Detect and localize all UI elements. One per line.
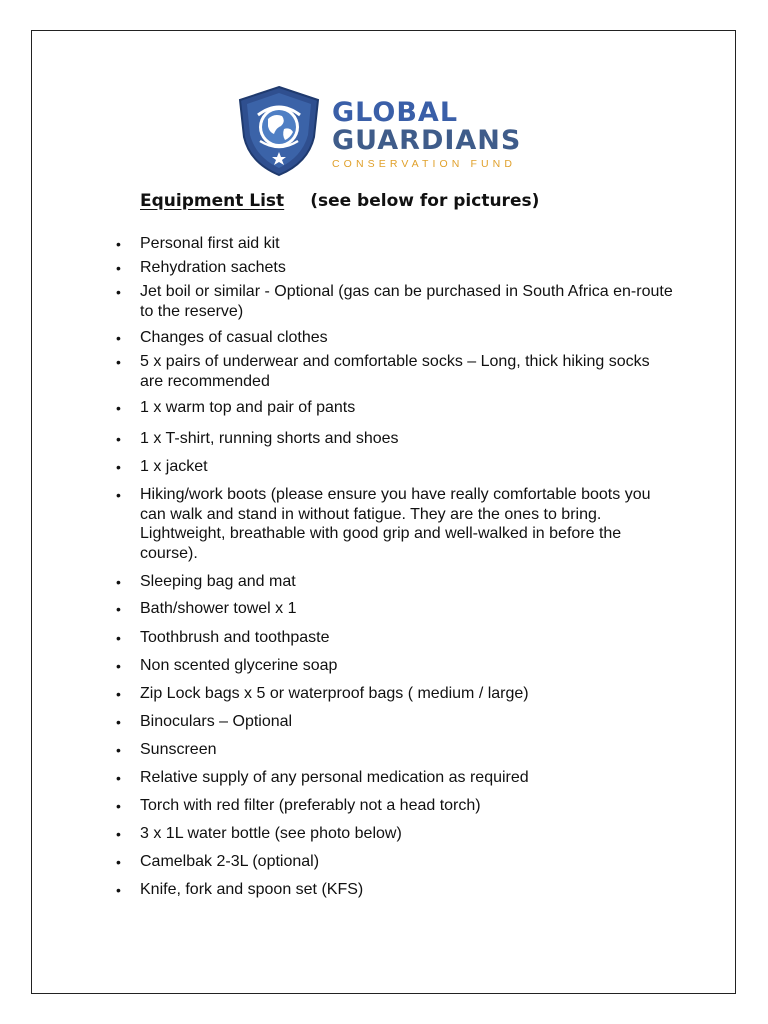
bullet-icon: •	[116, 658, 121, 674]
list-item	[116, 852, 676, 872]
list-item-text: Torch with red filter (preferably not a head torch)	[140, 797, 481, 814]
list-item	[116, 768, 676, 788]
bullet-icon: •	[116, 826, 121, 842]
list-item	[116, 684, 676, 704]
list-item	[116, 258, 676, 278]
bullet-icon: •	[116, 742, 121, 758]
logo-line-global: GLOBAL	[332, 97, 459, 128]
list-item-text: Binoculars – Optional	[140, 713, 293, 730]
list-item-text: 1 x T-shirt, running shorts and shoes	[140, 430, 399, 447]
bullet-icon: •	[116, 236, 121, 252]
list-item-text: Jet boil or similar - Optional (gas can be purchased in South Africa en-route to the reserve)	[140, 283, 673, 320]
list-item	[116, 599, 676, 619]
bullet-icon: •	[116, 574, 121, 590]
list-item	[116, 796, 676, 816]
list-item-text: Changes of casual clothes	[140, 329, 328, 346]
list-item-text: 1 x warm top and pair of pants	[140, 399, 356, 416]
page-heading	[140, 191, 539, 211]
list-item	[116, 282, 676, 322]
list-item	[116, 429, 676, 449]
bullet-icon: •	[116, 882, 121, 898]
list-item	[116, 628, 676, 648]
list-item	[116, 352, 676, 392]
list-item-text: 5 x pairs of underwear and comfortable socks – Long, thick hiking socks are recommended	[140, 353, 650, 390]
list-item-text: Knife, fork and spoon set (KFS)	[140, 881, 364, 898]
list-item	[116, 485, 676, 563]
logo-wordmark	[332, 99, 542, 170]
list-item	[116, 880, 676, 900]
bullet-icon: •	[116, 354, 121, 370]
bullet-icon: •	[116, 798, 121, 814]
global-guardians-logo	[238, 85, 538, 177]
list-item	[116, 457, 676, 477]
bullet-icon: •	[116, 854, 121, 870]
list-item-text: 3 x 1L water bottle (see photo below)	[140, 825, 402, 842]
bullet-icon: •	[116, 459, 121, 475]
bullet-icon: •	[116, 601, 121, 617]
list-item	[116, 740, 676, 760]
list-item	[116, 656, 676, 676]
bullet-icon: •	[116, 400, 121, 416]
bullet-icon: •	[116, 284, 121, 300]
bullet-icon: •	[116, 630, 121, 646]
list-item	[116, 398, 676, 418]
shield-globe-icon	[238, 85, 320, 177]
list-item-text: Camelbak 2-3L (optional)	[140, 853, 320, 870]
list-item	[116, 234, 676, 254]
logo-tagline: CONSERVATION FUND	[332, 158, 517, 170]
heading-note: (see below for pictures)	[310, 191, 540, 211]
list-item-text: 1 x jacket	[140, 458, 208, 475]
list-item-text: Bath/shower towel x 1	[140, 600, 297, 617]
list-item-text: Hiking/work boots (please ensure you have really comfortable boots you can walk and stand in without fatigue. They are the ones to bring. Lightweight, breathable with good grip and well-walked in before the course).	[140, 486, 651, 562]
list-item	[116, 712, 676, 732]
list-item-text: Rehydration sachets	[140, 259, 286, 276]
list-item	[116, 328, 676, 348]
list-item-text: Zip Lock bags x 5 or waterproof bags ( medium / large)	[140, 685, 529, 702]
bullet-icon: •	[116, 330, 121, 346]
bullet-icon: •	[116, 431, 121, 447]
bullet-icon: •	[116, 686, 121, 702]
list-item-text: Non scented glycerine soap	[140, 657, 338, 674]
heading-title: Equipment List	[140, 191, 285, 211]
bullet-icon: •	[116, 260, 121, 276]
list-item-text: Sleeping bag and mat	[140, 573, 296, 590]
bullet-icon: •	[116, 714, 121, 730]
list-item-text: Relative supply of any personal medication as required	[140, 769, 529, 786]
list-item-text: Toothbrush and toothpaste	[140, 629, 330, 646]
list-item-text: Sunscreen	[140, 741, 217, 758]
bullet-icon: •	[116, 770, 121, 786]
bullet-icon: •	[116, 487, 121, 503]
logo-line-guardians: GUARDIANS	[332, 125, 522, 156]
list-item-text: Personal first aid kit	[140, 235, 280, 252]
list-item	[116, 572, 676, 592]
list-item	[116, 824, 676, 844]
